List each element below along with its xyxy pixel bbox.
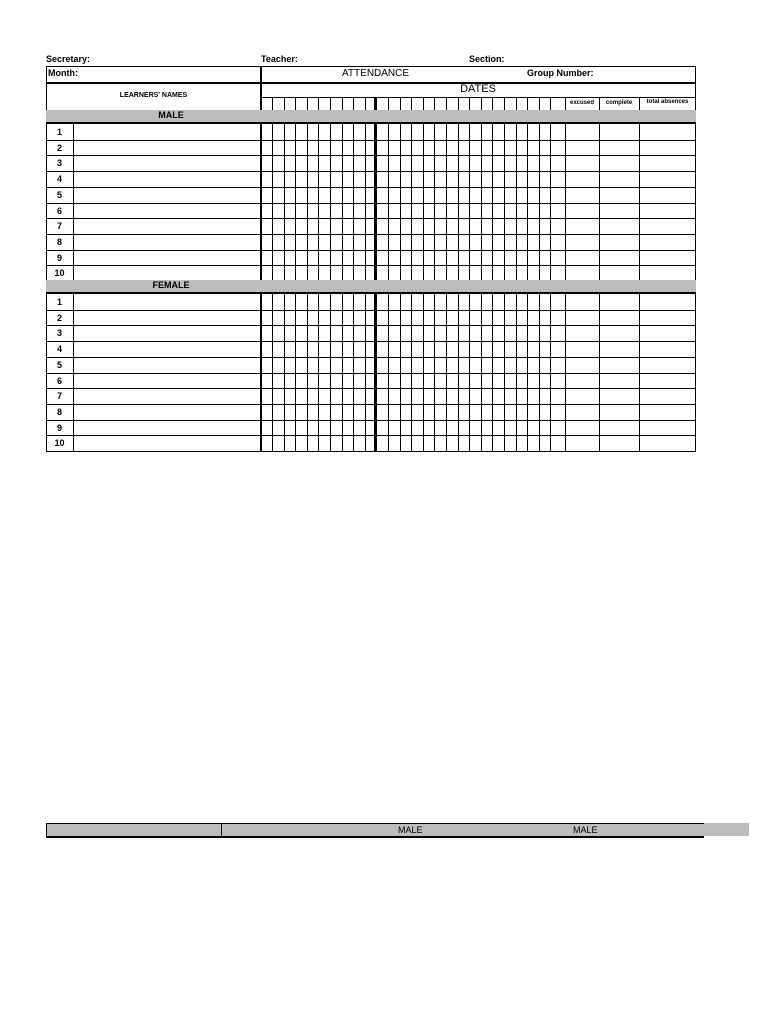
mid-divider-female xyxy=(374,294,376,452)
date-col-female-17 xyxy=(469,294,470,452)
month-label: Month: xyxy=(48,68,78,78)
date-col-male-23 xyxy=(539,123,540,280)
female-bottom xyxy=(46,292,696,294)
date-col-female-3 xyxy=(307,294,308,452)
bottom-strip-split-1 xyxy=(221,823,222,836)
female-row-number: 9 xyxy=(56,423,62,433)
attendance-sheet xyxy=(46,66,696,452)
summary-col-0 xyxy=(565,98,566,452)
date-col-male-16 xyxy=(458,123,459,280)
date-col-female-8 xyxy=(365,294,366,452)
date-col-male-13 xyxy=(423,123,424,280)
date-col-head-17 xyxy=(469,98,470,110)
date-col-female-7 xyxy=(353,294,354,452)
dates-label: DATES xyxy=(460,83,496,95)
date-col-female-18 xyxy=(481,294,482,452)
date-col-female-20 xyxy=(504,294,505,452)
date-col-head-0 xyxy=(272,98,273,110)
date-col-male-15 xyxy=(446,123,447,280)
date-col-male-24 xyxy=(550,123,551,280)
summary-col-2 xyxy=(639,98,640,452)
male-section-label: MALE xyxy=(158,110,184,120)
date-col-head-1 xyxy=(284,98,285,110)
female-row-number: 2 xyxy=(56,313,62,323)
border-top xyxy=(46,66,696,67)
date-col-female-9 xyxy=(376,294,377,452)
date-col-male-19 xyxy=(492,123,493,280)
date-col-female-13 xyxy=(423,294,424,452)
bottom-male-label-2: MALE xyxy=(573,825,598,835)
bottom-summary-strip xyxy=(46,823,749,838)
date-col-male-20 xyxy=(504,123,505,280)
date-col-female-19 xyxy=(492,294,493,452)
date-col-female-4 xyxy=(318,294,319,452)
date-col-male-8 xyxy=(365,123,366,280)
date-col-male-18 xyxy=(481,123,482,280)
date-col-male-17 xyxy=(469,123,470,280)
total-absences-header: total absences xyxy=(646,99,689,105)
date-col-male-6 xyxy=(342,123,343,280)
date-col-female-22 xyxy=(527,294,528,452)
date-col-male-0 xyxy=(272,123,273,280)
male-bottom xyxy=(46,122,696,124)
summary-col-1 xyxy=(599,98,600,452)
date-col-head-5 xyxy=(330,98,331,110)
date-col-male-9 xyxy=(376,123,377,280)
date-col-head-10 xyxy=(388,98,389,110)
date-col-female-11 xyxy=(400,294,401,452)
group-number-label: Group Number: xyxy=(527,68,594,78)
male-row-number: 9 xyxy=(56,253,62,263)
date-col-head-6 xyxy=(342,98,343,110)
date-col-male-11 xyxy=(400,123,401,280)
female-row-number: 4 xyxy=(56,344,62,354)
attendance-label: ATTENDANCE xyxy=(342,68,410,79)
date-col-male-7 xyxy=(353,123,354,280)
date-col-female-23 xyxy=(539,294,540,452)
date-col-female-1 xyxy=(284,294,285,452)
female-section-label: FEMALE xyxy=(152,280,190,290)
date-col-head-19 xyxy=(492,98,493,110)
date-col-female-10 xyxy=(388,294,389,452)
date-col-head-3 xyxy=(307,98,308,110)
date-col-female-21 xyxy=(516,294,517,452)
bottom-strip-left xyxy=(46,823,47,837)
learners-names-label: LEARNERS' NAMES xyxy=(119,92,188,99)
date-col-head-14 xyxy=(434,98,435,110)
mid-divider-head xyxy=(374,98,376,110)
date-col-head-15 xyxy=(446,98,447,110)
date-col-female-12 xyxy=(411,294,412,452)
date-col-male-2 xyxy=(295,123,296,280)
date-col-female-15 xyxy=(446,294,447,452)
section-label: Section: xyxy=(469,54,505,64)
male-row-number: 6 xyxy=(56,206,62,216)
date-col-male-22 xyxy=(527,123,528,280)
bottom-strip-top xyxy=(46,823,704,824)
date-col-male-12 xyxy=(411,123,412,280)
female-row-number: 5 xyxy=(56,360,62,370)
male-row-number: 3 xyxy=(56,158,62,168)
female-row-number: 8 xyxy=(56,407,62,417)
date-col-head-22 xyxy=(527,98,528,110)
male-row-number: 7 xyxy=(56,221,62,231)
date-col-head-9 xyxy=(376,98,377,110)
secretary-label: Secretary: xyxy=(46,54,91,64)
female-row-number: 7 xyxy=(56,391,62,401)
male-row-number: 8 xyxy=(56,237,62,247)
date-col-head-4 xyxy=(318,98,319,110)
bottom-male-label-1: MALE xyxy=(398,825,423,835)
date-col-female-2 xyxy=(295,294,296,452)
border-bottom xyxy=(46,451,696,452)
date-col-head-16 xyxy=(458,98,459,110)
date-col-head-2 xyxy=(295,98,296,110)
date-col-head-18 xyxy=(481,98,482,110)
date-col-male-21 xyxy=(516,123,517,280)
date-col-head-21 xyxy=(516,98,517,110)
dates-divider xyxy=(261,97,696,98)
female-row-number: 6 xyxy=(56,376,62,386)
mid-divider-male xyxy=(374,123,376,280)
date-col-male-14 xyxy=(434,123,435,280)
female-row-number: 1 xyxy=(56,297,62,307)
date-col-female-24 xyxy=(550,294,551,452)
male-row-number: 2 xyxy=(56,143,62,153)
date-col-head-12 xyxy=(411,98,412,110)
excused-header: excused xyxy=(569,100,594,106)
date-col-female-14 xyxy=(434,294,435,452)
number-col-male xyxy=(73,123,74,280)
date-col-male-5 xyxy=(330,123,331,280)
date-col-male-4 xyxy=(318,123,319,280)
date-col-male-10 xyxy=(388,123,389,280)
border-right xyxy=(695,66,696,452)
date-col-female-0 xyxy=(272,294,273,452)
date-col-head-20 xyxy=(504,98,505,110)
names-divider-female xyxy=(260,294,262,452)
female-row-number: 10 xyxy=(54,438,65,448)
date-col-female-6 xyxy=(342,294,343,452)
date-col-head-11 xyxy=(400,98,401,110)
date-col-female-16 xyxy=(458,294,459,452)
date-col-head-23 xyxy=(539,98,540,110)
date-col-female-5 xyxy=(330,294,331,452)
teacher-label: Teacher: xyxy=(261,54,298,64)
date-col-head-13 xyxy=(423,98,424,110)
date-col-head-24 xyxy=(550,98,551,110)
female-row-number: 3 xyxy=(56,328,62,338)
date-col-head-8 xyxy=(365,98,366,110)
male-row-number: 1 xyxy=(56,127,62,137)
date-col-male-1 xyxy=(284,123,285,280)
date-col-male-3 xyxy=(307,123,308,280)
male-row-number: 4 xyxy=(56,174,62,184)
number-col-female xyxy=(73,294,74,452)
male-row-number: 5 xyxy=(56,190,62,200)
male-row-number: 10 xyxy=(54,268,65,278)
names-divider-male xyxy=(260,123,262,280)
date-col-head-7 xyxy=(353,98,354,110)
complete-header: complete xyxy=(605,100,633,106)
bottom-strip-line xyxy=(46,836,704,838)
